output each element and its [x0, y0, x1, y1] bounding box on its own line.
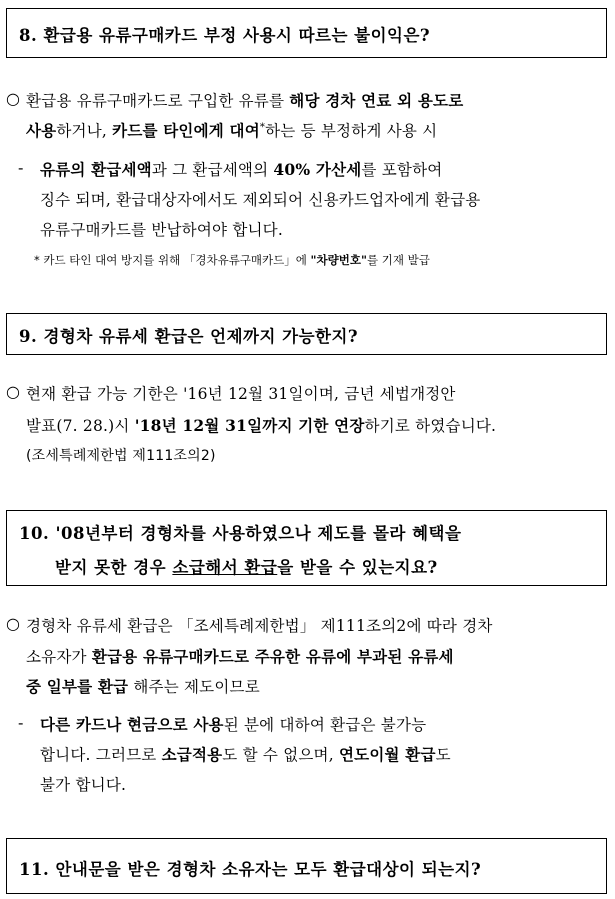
question-11-title: 11. 안내문을 받은 경형차 소유자는 모두 환급대상이 되는지? — [19, 860, 482, 879]
q9-line-1: 현재 환급 가능 기한은 '16년 12월 31일이며, 금년 세법개정안 — [26, 385, 456, 403]
q10-line-6: 불가 합니다. — [40, 776, 127, 794]
q8-bullet: ○ — [6, 89, 20, 108]
question-8-box — [6, 8, 607, 58]
question-10-title-line-2: 받지 못한 경우 소급해서 환급을 받을 수 있는지요? — [55, 558, 438, 577]
question-11-box — [6, 838, 607, 894]
q8-line-1: 환급용 유류구매카드로 구입한 유류를 해당 경차 연료 외 용도로 — [26, 91, 464, 110]
q8-line-2: 사용하거나, 카드를 타인에게 대여*하는 등 부정하게 사용 시 — [26, 121, 438, 140]
q10-bullet: ○ — [6, 614, 20, 633]
q8-dash: - — [18, 158, 24, 177]
q10-line-2: 소유자가 환급용 유류구매카드로 주유한 유류에 부과된 유류세 — [26, 647, 454, 666]
q10-line-3: 중 일부를 환급 해주는 제도이므로 — [26, 677, 260, 696]
q10-line-4: 다른 카드나 현금으로 사용된 분에 대하여 환급은 불가능 — [40, 715, 427, 734]
question-10-title-line-1: 10. '08년부터 경형차를 사용하였으나 제도를 몰라 혜택을 — [19, 524, 462, 543]
question-8-title: 8. 환급용 유류구매카드 부정 사용시 따르는 불이익은? — [19, 26, 431, 45]
question-10-box — [6, 510, 607, 586]
question-9-title: 9. 경형차 유류세 환급은 언제까지 가능한지? — [19, 327, 359, 346]
q9-bullet: ○ — [6, 382, 20, 401]
q8-line-5: 유류구매카드를 반납하여야 합니다. — [40, 221, 283, 239]
q9-line-3: (조세특례제한법 제111조의2) — [26, 448, 216, 464]
q10-line-1: 경형차 유류세 환급은 「조세특례제한법」 제111조의2에 따라 경차 — [26, 617, 493, 635]
q8-footnote: * 카드 타인 대여 방지를 위해 「경차유류구매카드」에 "차량번호"를 기재 발급 — [34, 253, 430, 267]
q10-line-5: 합니다. 그러므로 소급적용도 할 수 없으며, 연도이월 환급도 — [40, 745, 451, 764]
q8-line-4: 징수 되며, 환급대상자에서도 제외되어 신용카드업자에게 환급용 — [40, 191, 481, 209]
question-9-box — [6, 313, 607, 355]
q10-dash: - — [18, 713, 24, 732]
q9-line-2: 발표(7. 28.)시 '18년 12월 31일까지 기한 연장하기로 하였습니다. — [26, 416, 497, 435]
q8-line-3: 유류의 환급세액과 그 환급세액의 40% 가산세를 포함하여 — [40, 160, 443, 179]
